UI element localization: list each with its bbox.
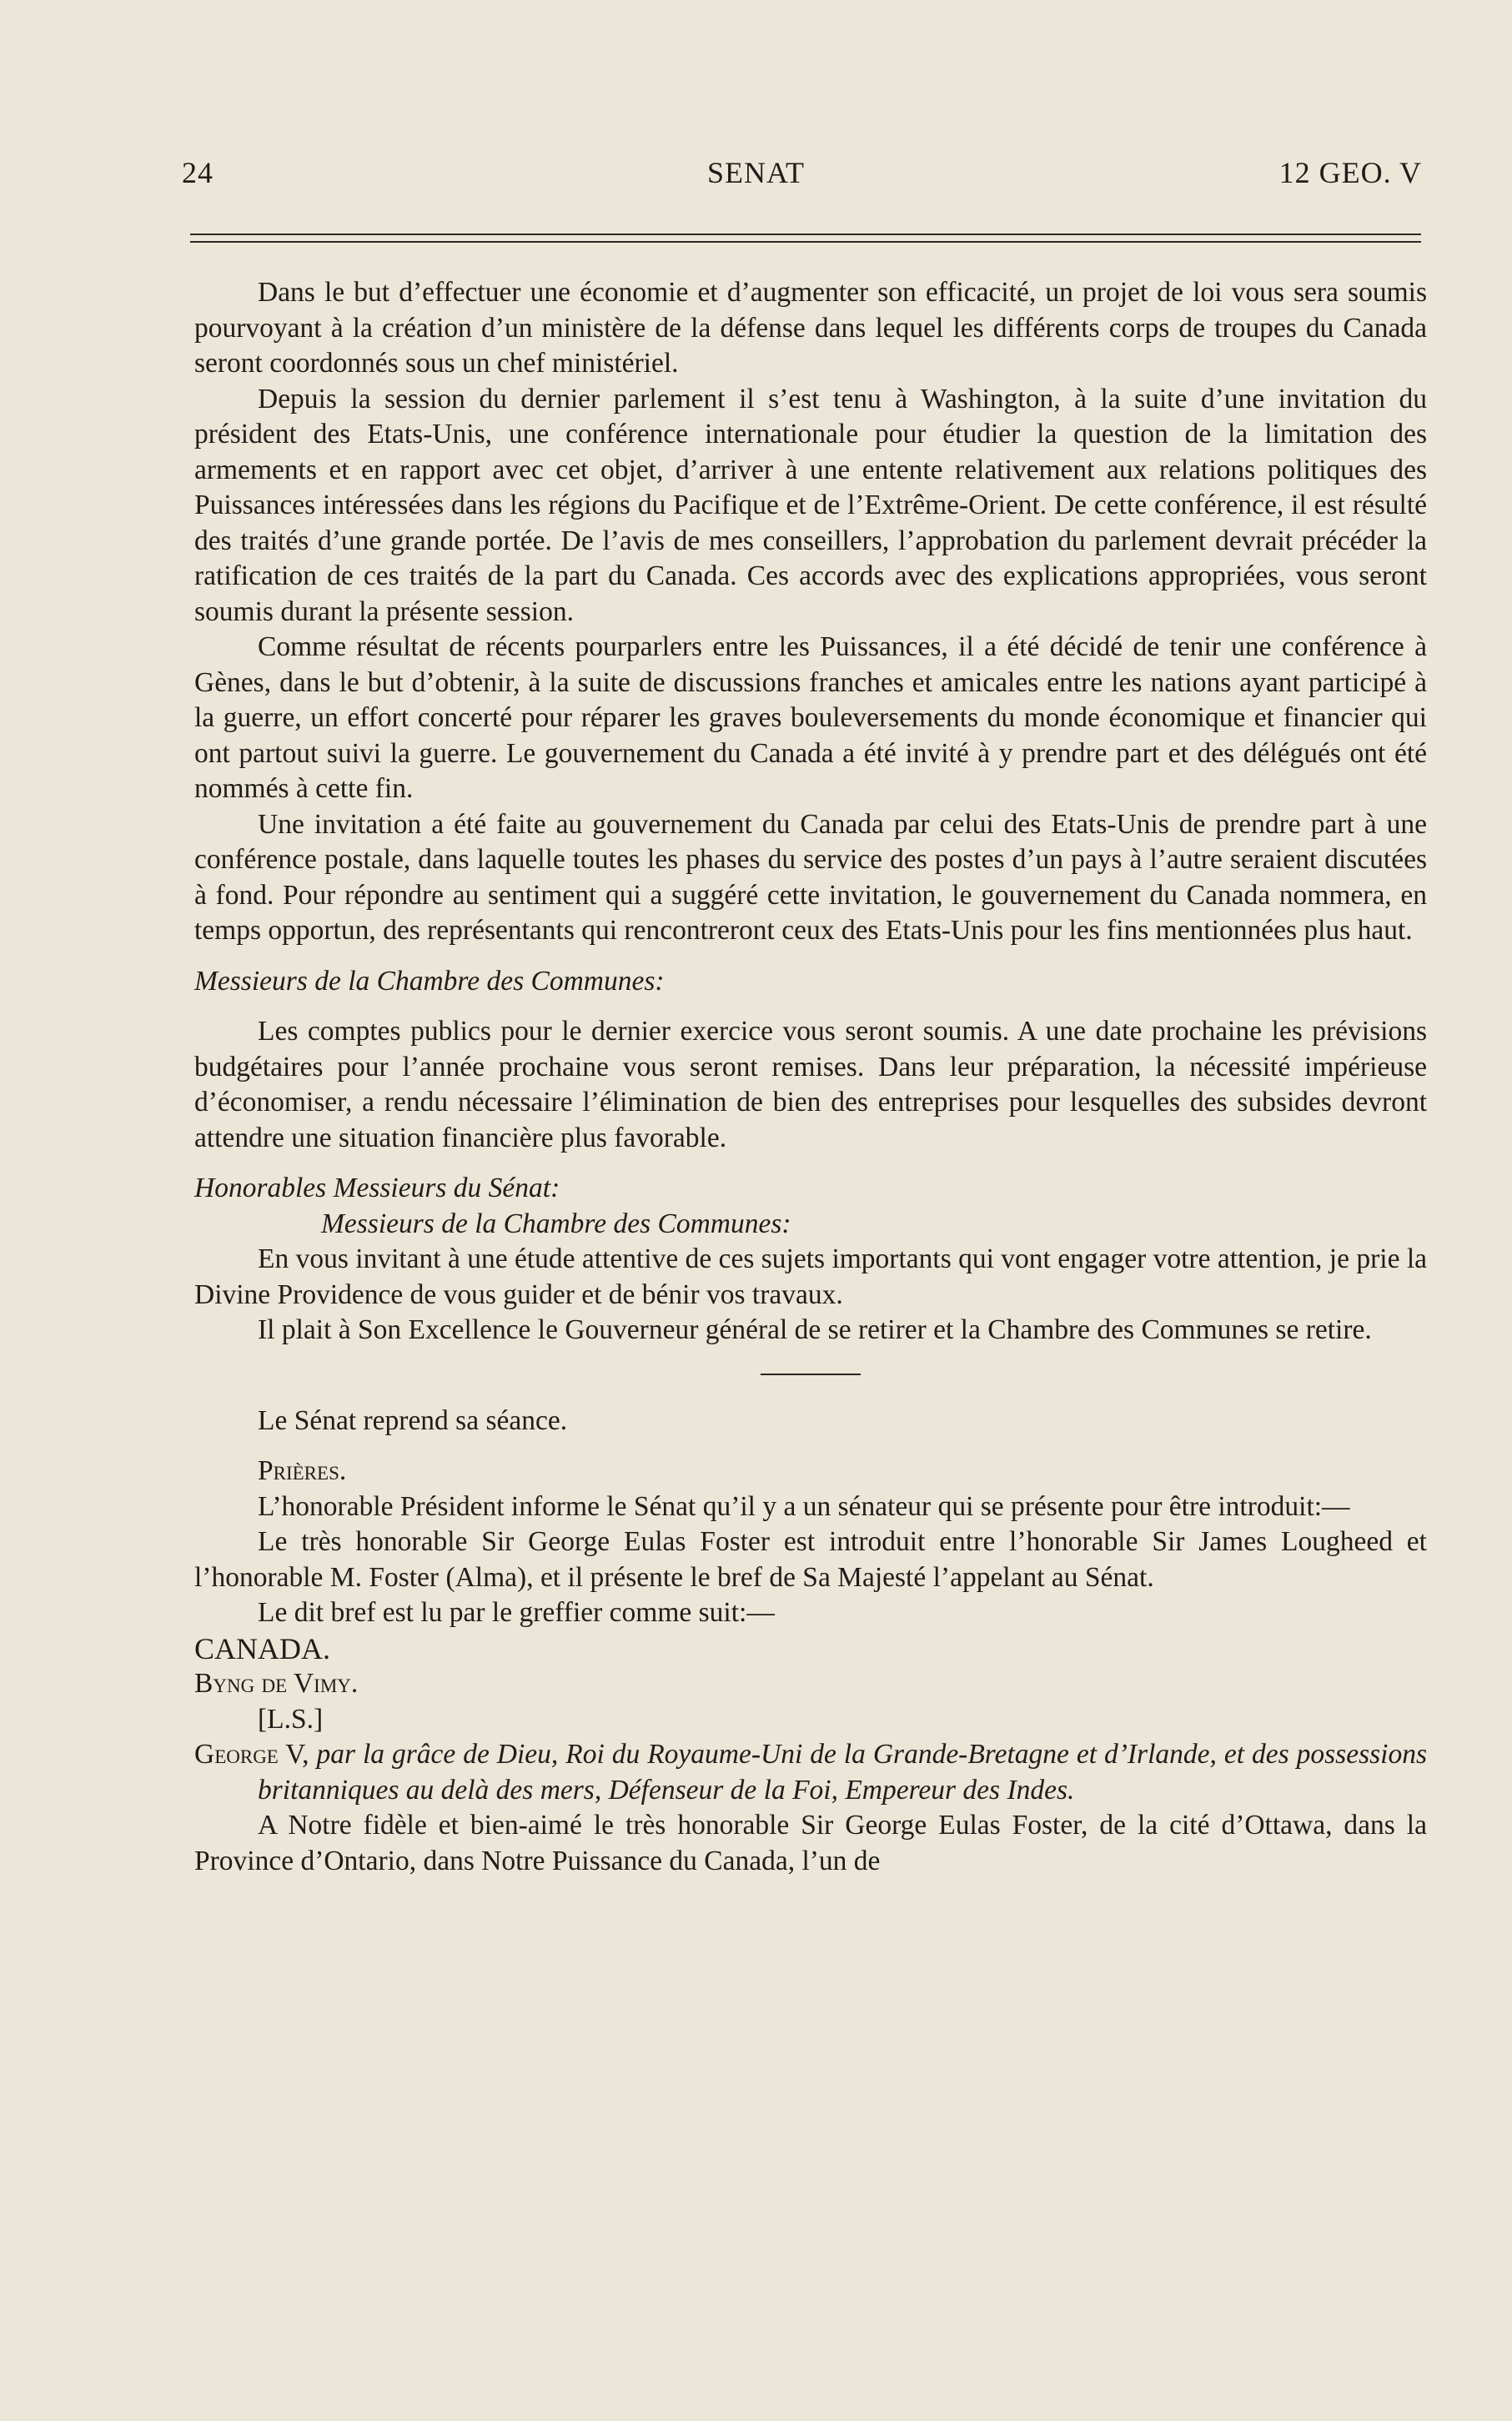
paragraph: Il plait à Son Excellence le Gouverneur général de se retirer et la Chambre des Communes se retire.	[258, 1314, 1372, 1345]
paragraph: Les comptes publics pour le dernier exercice vous seront soumis. A une date prochaine les prévisions budgétaires pour l’année prochaine vous seront remises. Dans leur préparation, la nécessité impérieuse d’économiser, a rendu nécessaire l’élimination de bien des entreprises pour lesquelles des subsides devront attendre une situation financière plus favorable.	[194, 1016, 1427, 1153]
governor-signature: Byng de Vimy.	[194, 1668, 359, 1699]
running-reign: 12 GEO. V	[1278, 156, 1422, 189]
writ-heading: CANADA.	[194, 1631, 331, 1665]
paragraph: Comme résultat de récents pourparlers entre les Puissances, il a été décidé de tenir une conférence à Gènes, dans le but d’obtenir, à la suite de discussions franches et amicales entre les nations ayant participé à la guerre, un effort concerté pour réparer les graves bouleversements du monde économique et financier qui ont partout suivi la guerre. Le gouvernement du Canada a été invité à y prendre part et des délégués ont été nommés à cette fin.	[194, 631, 1427, 804]
section-divider	[761, 1374, 861, 1375]
section-heading: Messieurs de la Chambre des Communes:	[321, 1208, 791, 1239]
running-title: SENAT	[706, 156, 805, 189]
section-heading: Messieurs de la Chambre des Communes:	[194, 965, 665, 997]
prayers-heading: Prières.	[258, 1455, 347, 1486]
paragraph: A Notre fidèle et bien-aimé le très honorable Sir George Eulas Foster, de la cité d’Ottawa, dans la Province d’Ontario, dans Notre Puissance du Canada, l’un de	[194, 1810, 1427, 1876]
paragraph: Une invitation a été faite au gouvernement du Canada par celui des Etats-Unis de prendre part à une conférence postale, dans laquelle toutes les phases du service des postes d’un pays à l’autre seraient discutées à fond. Pour répondre au sentiment qui a suggéré cette invitation, le gouvernement du Canada nommera, en temps opportun, des représentants qui rencontreront ceux des Etats-Unis pour les fins mentionnées plus haut.	[194, 808, 1427, 946]
paragraph: En vous invitant à une étude attentive de ces sujets importants qui vont engager votre attention, je prie la Divine Providence de vous guider et de bénir vos travaux.	[194, 1243, 1427, 1310]
section-heading: Honorables Messieurs du Sénat:	[194, 1173, 560, 1203]
header-rule-top	[190, 234, 1421, 235]
paragraph: Le très honorable Sir George Eulas Foster est introduit entre l’honorable Sir James Lougheed et l’honorable M. Foster (Alma), et il présente le bref de Sa Majesté l’appelant au Sénat.	[194, 1526, 1427, 1593]
paragraph: Le Sénat reprend sa séance.	[258, 1404, 568, 1436]
paragraph: Le dit bref est lu par le greffier comme suit:—	[258, 1597, 775, 1628]
king-title: par la grâce de Dieu, Roi du Royaume-Uni de la Grande-Bretagne et d’Irlande, et des possessions britanniques au delà des mers, Défenseur de la Foi, Empereur des Indes.	[258, 1739, 1427, 1806]
header-rule-bottom	[190, 241, 1421, 243]
paragraph: Depuis la session du dernier parlement il s’est tenu à Washington, à la suite d’une invitation du président des Etats-Unis, une conférence internationale pour étudier la question de la limitation des armements et en rapport avec cet objet, d’arriver à une entente relativement aux relations politiques des Puissances intéressées dans les régions du Pacifique et de l’Extrême-Orient. De cette conférence, il est résulté des traités d’une grande portée. De l’avis de mes conseillers, l’approbation du parlement devrait précéder la ratification de ces traités de la part du Canada. Ces accords avec des explications appropriées, vous seront soumis durant la présente session.	[194, 383, 1427, 627]
seal-mark: [L.S.]	[258, 1703, 324, 1735]
paragraph: L’honorable Président informe le Sénat qu’il y a un sénateur qui se présente pour être introduit:—	[258, 1490, 1350, 1522]
paragraph: Dans le but d’effectuer une économie et d’augmenter son efficacité, un projet de loi vous sera soumis pourvoyant à la création d’un ministère de la défense dans lequel les différents corps de troupes du Canada seront coordonnés sous un chef ministériel.	[194, 277, 1427, 379]
page-number: 24	[182, 156, 213, 189]
king-name: George V,	[194, 1739, 309, 1770]
royal-style	[194, 1737, 1427, 1808]
body-text	[194, 275, 1427, 1879]
